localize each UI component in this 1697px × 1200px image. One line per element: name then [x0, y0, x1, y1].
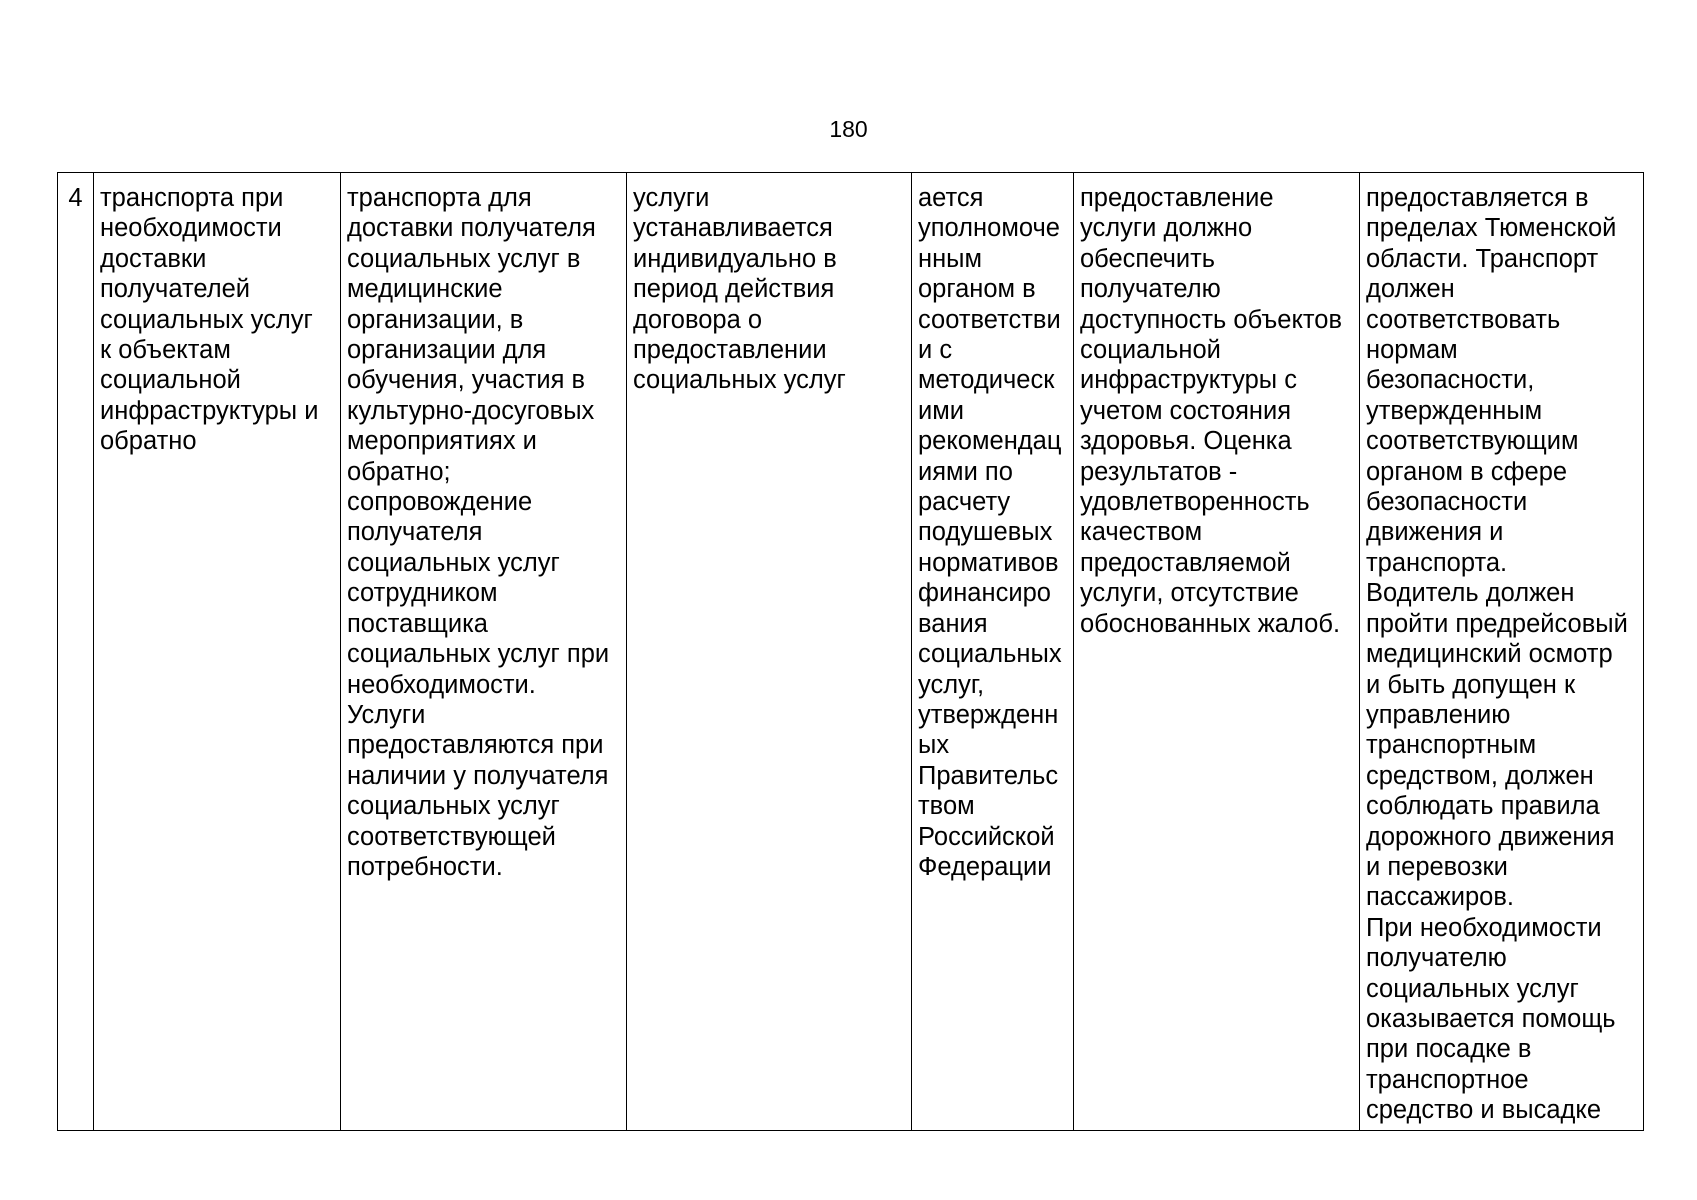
service-conditions-cell: предоставляется в пределах Тюменской области. Транспорт должен соответствовать нормам безопасности, утвержденным соответствующим органом в сфере безопасности движения и транспорта. Водитель должен пройти предрейсовый медицинский осмотр и быть допущен к управлению транспортным средством, должен соблюдать правила дорожного движения и перевозки пассажиров. При необходимости получателю социальных услуг оказывается помощь при посадке в транспортное средство и высадке — [1360, 173, 1644, 1131]
service-name-cell: транспорта при необходимости доставки получателей социальных услуг к объектам социальной инфраструктуры и обратно — [94, 173, 341, 1131]
service-description-cell: транспорта для доставки получателя социальных услуг в медицинские организации, в организации для обучения, участия в культурно-досуговых мероприятиях и обратно; сопровождение получателя социальных услуг сотрудником поставщика социальных услуг при необходимости. Услуги предоставляются при наличии у получателя социальных услуг соответствующей потребности. — [341, 173, 627, 1131]
page-number: 180 — [829, 116, 868, 142]
service-quality-cell: предоставление услуги должно обеспечить получателю доступность объектов социальной инфраструктуры с учетом состояния здоровья. Оценка результатов - удовлетворенность качеством предоставляемой услуги, отсутствие обоснованных жалоб. — [1074, 173, 1360, 1131]
table-row — [58, 173, 1644, 1131]
services-table — [57, 172, 1644, 1131]
service-term-cell: услуги устанавливается индивидуально в период действия договора о предоставлении социальных услуг — [627, 173, 912, 1131]
service-tariff-cell: ается уполномоче нным органом в соответстви и с методическ ими рекомендац иями по расчету подушевых нормативов финансиро вания социальных услуг, утвержденн ых Правительс твом Российской Федерации — [912, 173, 1074, 1131]
row-number-cell: 4 — [58, 173, 94, 1131]
